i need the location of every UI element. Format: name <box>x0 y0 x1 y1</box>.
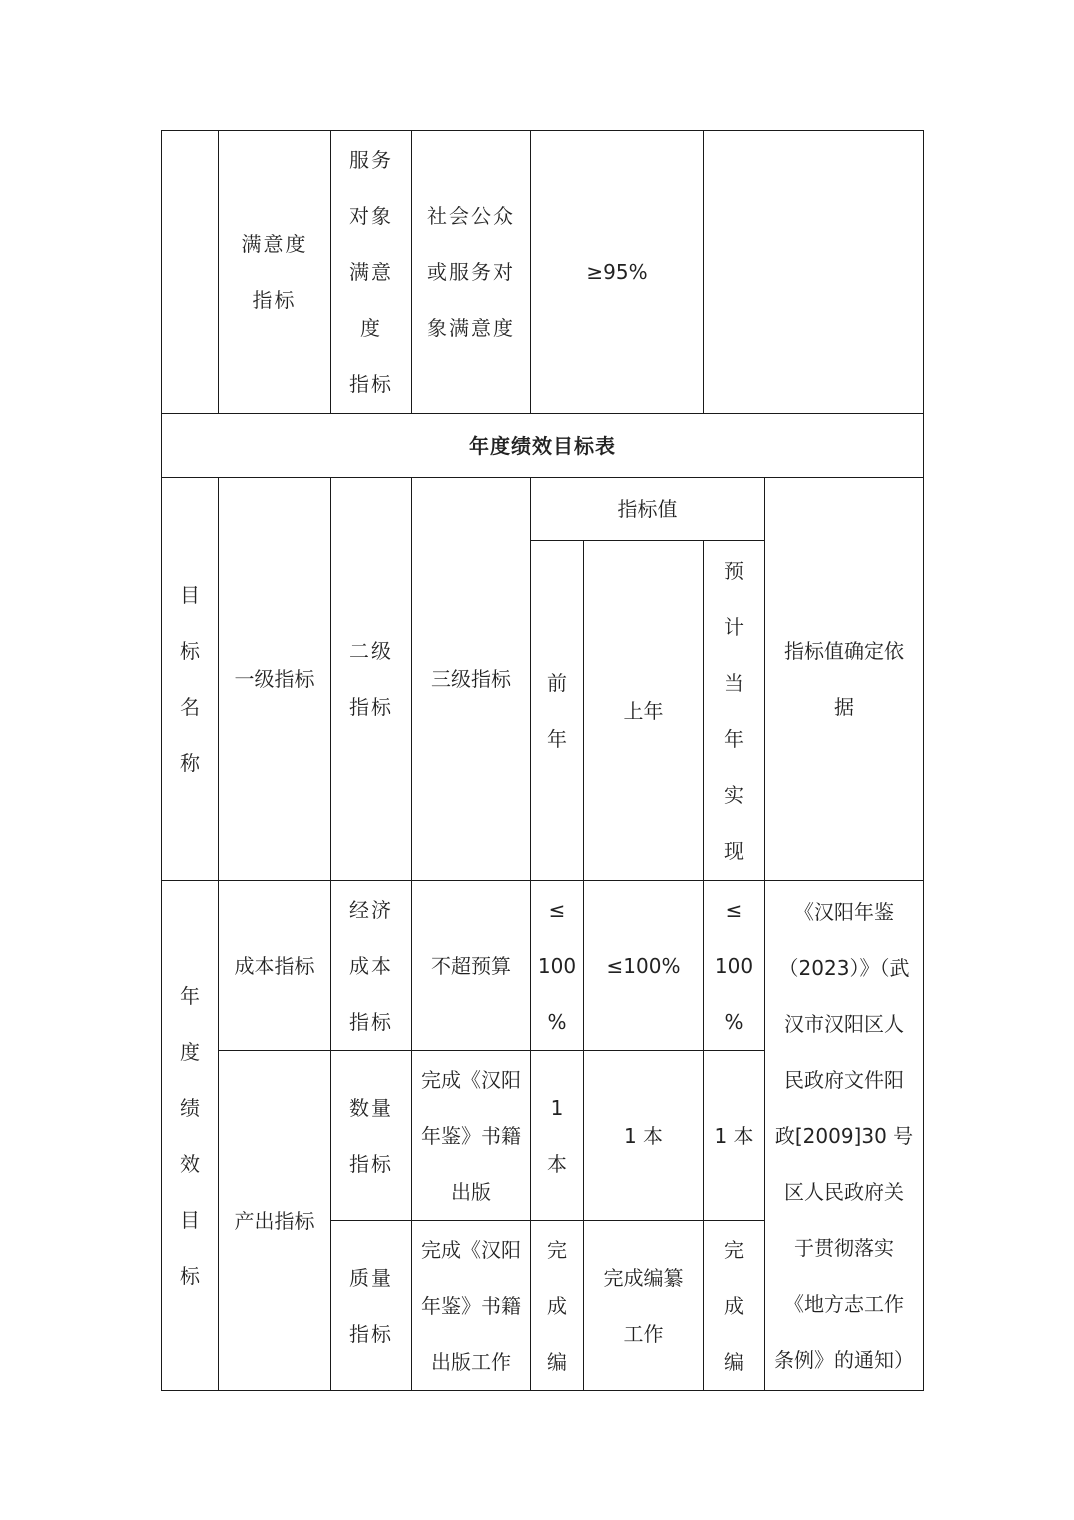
header-level1: 一级指标 <box>219 478 331 881</box>
goal-name-cell <box>162 131 219 414</box>
level1-cost: 成本指标 <box>219 881 331 1051</box>
quality-last-year: 完成编纂 工作 <box>584 1221 704 1391</box>
quantity-year-before-last: 1 本 <box>531 1051 584 1221</box>
level2-economic-cost: 经济 成本 指标 <box>331 881 412 1051</box>
header-row-1 <box>162 478 924 541</box>
header-basis: 指标值确定依 据 <box>765 478 924 881</box>
level1-output: 产出指标 <box>219 1051 331 1391</box>
cost-last-year: ≤100% <box>584 881 704 1051</box>
header-last-year: 上年 <box>584 541 704 881</box>
level3-satisfaction: 社会公众 或服务对 象满意度 <box>412 131 531 414</box>
header-goal-name: 目 标 名 称 <box>162 478 219 881</box>
header-level2: 二级 指标 <box>331 478 412 881</box>
goal-name-annual: 年 度 绩 效 目 标 <box>162 881 219 1391</box>
quantity-last-year: 1 本 <box>584 1051 704 1221</box>
quality-year-before-last: 完 成 编 <box>531 1221 584 1391</box>
cost-expected: ≤ 100 % <box>704 881 765 1051</box>
level3-publish-book: 完成《汉阳 年鉴》书籍 出版 <box>412 1051 531 1221</box>
satisfaction-value: ≥95% <box>531 131 704 414</box>
header-expected: 预 计 当 年 实 现 <box>704 541 765 881</box>
level3-within-budget: 不超预算 <box>412 881 531 1051</box>
header-year-before-last: 前 年 <box>531 541 584 881</box>
header-level3: 三级指标 <box>412 478 531 881</box>
table-title: 年度绩效目标表 <box>162 414 924 478</box>
level2-satisfaction: 服务 对象 满意 度 指标 <box>331 131 412 414</box>
level2-quality: 质量 指标 <box>331 1221 412 1391</box>
annual-performance-table <box>161 413 924 1391</box>
quantity-expected: 1 本 <box>704 1051 765 1221</box>
basis-text: 《汉阳年鉴 （2023）》（武 汉市汉阳区人 民政府文件阳 政[2009]30 号 区人民政府关 于贯彻落实 《地方志工作 条例》的通知） <box>765 881 924 1391</box>
level3-publish-work: 完成《汉阳 年鉴》书籍 出版工作 <box>412 1221 531 1391</box>
level2-quantity: 数量 指标 <box>331 1051 412 1221</box>
header-indicator-value: 指标值 <box>531 478 765 541</box>
satisfaction-table <box>161 130 924 414</box>
satisfaction-basis <box>704 131 924 414</box>
title-row <box>162 414 924 478</box>
level1-satisfaction: 满意度 指标 <box>219 131 331 414</box>
satisfaction-row <box>162 131 924 414</box>
table-row <box>162 881 924 1051</box>
quality-expected: 完 成 编 <box>704 1221 765 1391</box>
cost-year-before-last: ≤ 100 % <box>531 881 584 1051</box>
